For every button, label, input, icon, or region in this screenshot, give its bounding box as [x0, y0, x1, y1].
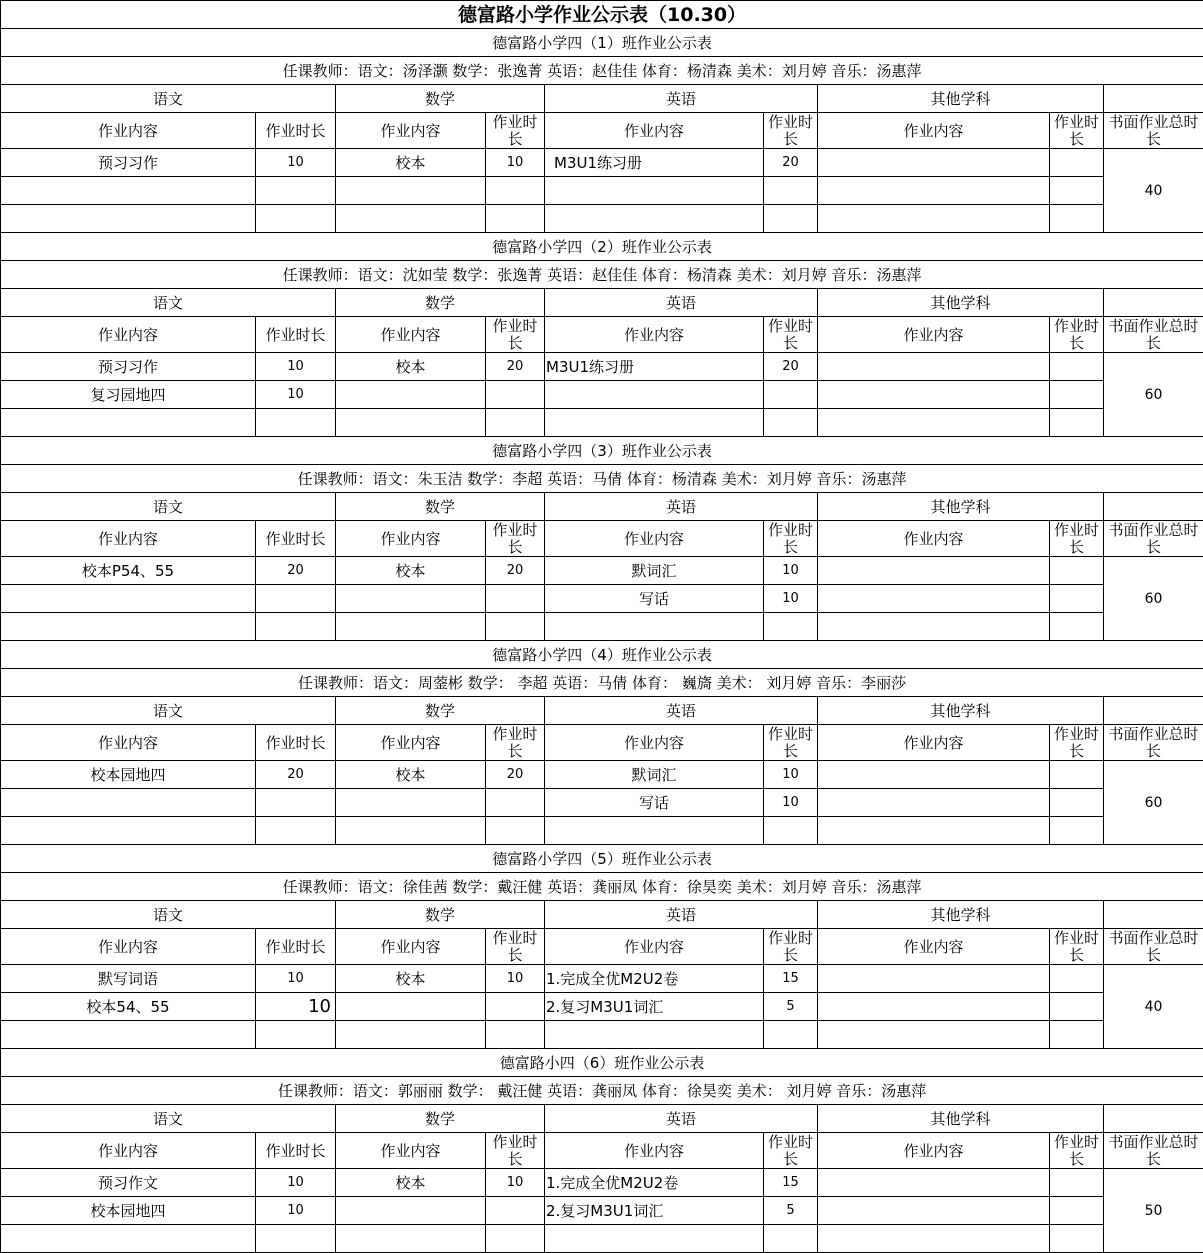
math-duration: 20 [486, 761, 545, 789]
chinese-content: 校本P54、55 [1, 557, 256, 585]
math-content [336, 381, 486, 409]
chinese-content [1, 177, 256, 205]
subject-chinese: 语文 [1, 85, 336, 113]
other-content [818, 205, 1050, 233]
english-duration [764, 381, 818, 409]
header-duration: 作业时长 [486, 113, 545, 149]
homework-row [1, 1169, 1203, 1197]
other-content [818, 761, 1050, 789]
math-content: 校本 [336, 761, 486, 789]
math-content [336, 1021, 486, 1049]
subject-other: 其他学科 [818, 697, 1104, 725]
chinese-duration [256, 613, 336, 641]
class-title: 德富路小学四（4）班作业公示表 [1, 641, 1203, 669]
chinese-content: 校本54、55 [1, 993, 256, 1021]
homework-row [1, 149, 1203, 177]
chinese-duration: 10 [256, 993, 336, 1021]
math-content [336, 613, 486, 641]
english-content [545, 177, 764, 205]
math-duration: 20 [486, 557, 545, 585]
chinese-content [1, 585, 256, 613]
chinese-content [1, 613, 256, 641]
header-duration: 作业时长 [1050, 725, 1104, 761]
chinese-duration [256, 789, 336, 817]
subject-math: 数学 [336, 697, 545, 725]
chinese-content: 默写词语 [1, 965, 256, 993]
header-content: 作业内容 [818, 1133, 1050, 1169]
header-duration: 作业时长 [256, 929, 336, 965]
subject-other: 其他学科 [818, 901, 1104, 929]
homework-row [1, 409, 1203, 437]
other-duration [1050, 585, 1104, 613]
math-content [336, 409, 486, 437]
blank-cell [1104, 1105, 1203, 1133]
chinese-duration: 10 [256, 381, 336, 409]
other-content [818, 817, 1050, 845]
homework-row [1, 761, 1203, 789]
english-content [545, 409, 764, 437]
class-title-row [1, 1049, 1203, 1077]
other-content [818, 353, 1050, 381]
class-title-row [1, 29, 1203, 57]
header-content: 作业内容 [336, 113, 486, 149]
subject-other: 其他学科 [818, 493, 1104, 521]
teachers-row [1, 873, 1203, 901]
teachers-row [1, 261, 1203, 289]
english-content [545, 381, 764, 409]
chinese-duration [256, 177, 336, 205]
other-duration [1050, 409, 1104, 437]
teachers-row [1, 57, 1203, 85]
math-duration [486, 993, 545, 1021]
total-duration: 60 [1104, 353, 1203, 437]
chinese-content: 预习作文 [1, 1169, 256, 1197]
chinese-duration: 20 [256, 557, 336, 585]
header-content: 作业内容 [818, 725, 1050, 761]
header-content: 作业内容 [545, 113, 764, 149]
english-content [545, 817, 764, 845]
math-duration [486, 1021, 545, 1049]
math-content [336, 177, 486, 205]
teachers-line: 任课教师：语文：郭丽丽 数学： 戴汪健 英语：龚丽凤 体育：徐昊奕 美术： 刘月婷 音乐：汤惠萍 [1, 1077, 1203, 1105]
teachers-line: 任课教师：语文：沈如莹 数学：张逸菁 英语：赵佳佳 体育：杨清森 美术：刘月婷 音乐：汤惠萍 [1, 261, 1203, 289]
chinese-content: 复习园地四 [1, 381, 256, 409]
english-duration: 5 [764, 993, 818, 1021]
chinese-duration [256, 205, 336, 233]
header-duration: 作业时长 [1050, 1133, 1104, 1169]
homework-row [1, 381, 1203, 409]
chinese-content [1, 789, 256, 817]
header-duration: 作业时长 [486, 725, 545, 761]
class-title: 德富路小学四（2）班作业公示表 [1, 233, 1203, 261]
teachers-row [1, 1077, 1203, 1105]
header-content: 作业内容 [336, 725, 486, 761]
teachers-line: 任课教师：语文：朱玉洁 数学：李超 英语：马倩 体育：杨清森 美术：刘月婷 音乐：汤惠萍 [1, 465, 1203, 493]
other-duration [1050, 789, 1104, 817]
other-content [818, 613, 1050, 641]
subject-chinese: 语文 [1, 1105, 336, 1133]
teachers-row [1, 669, 1203, 697]
header-duration: 作业时长 [1050, 113, 1104, 149]
header-total: 书面作业总时长 [1104, 113, 1203, 149]
header-total: 书面作业总时长 [1104, 1133, 1203, 1169]
header-duration: 作业时长 [1050, 317, 1104, 353]
other-content [818, 993, 1050, 1021]
header-duration: 作业时长 [1050, 521, 1104, 557]
class-title-row [1, 641, 1203, 669]
math-duration [486, 381, 545, 409]
other-duration [1050, 817, 1104, 845]
header-content: 作业内容 [818, 317, 1050, 353]
chinese-duration: 10 [256, 353, 336, 381]
math-duration [486, 409, 545, 437]
english-duration [764, 817, 818, 845]
other-content [818, 177, 1050, 205]
blank-cell [1104, 901, 1203, 929]
chinese-duration [256, 409, 336, 437]
column-header-row [1, 113, 1203, 149]
other-content [818, 1169, 1050, 1197]
header-duration: 作业时长 [256, 317, 336, 353]
header-duration: 作业时长 [256, 725, 336, 761]
subject-other: 其他学科 [818, 1105, 1104, 1133]
blank-cell [1104, 289, 1203, 317]
subject-english: 英语 [545, 85, 818, 113]
english-duration: 20 [764, 353, 818, 381]
header-duration: 作业时长 [764, 929, 818, 965]
math-duration [486, 613, 545, 641]
total-duration: 40 [1104, 965, 1203, 1049]
other-content [818, 1225, 1050, 1253]
subject-math: 数学 [336, 1105, 545, 1133]
english-duration [764, 1021, 818, 1049]
subject-math: 数学 [336, 493, 545, 521]
homework-row [1, 817, 1203, 845]
subject-header-row [1, 85, 1203, 113]
header-content: 作业内容 [1, 929, 256, 965]
chinese-duration: 10 [256, 1169, 336, 1197]
english-content: M3U1练习册 [545, 149, 764, 177]
class-title: 德富路小学四（3）班作业公示表 [1, 437, 1203, 465]
homework-row [1, 789, 1203, 817]
english-content: 默词汇 [545, 557, 764, 585]
header-duration: 作业时长 [486, 521, 545, 557]
other-duration [1050, 177, 1104, 205]
header-content: 作业内容 [1, 317, 256, 353]
chinese-content: 预习习作 [1, 353, 256, 381]
class-title: 德富路小学四（1）班作业公示表 [1, 29, 1203, 57]
other-duration [1050, 613, 1104, 641]
total-duration: 60 [1104, 557, 1203, 641]
other-content [818, 557, 1050, 585]
english-content [545, 613, 764, 641]
subject-math: 数学 [336, 289, 545, 317]
header-content: 作业内容 [1, 113, 256, 149]
other-duration [1050, 353, 1104, 381]
chinese-duration [256, 1021, 336, 1049]
header-content: 作业内容 [818, 929, 1050, 965]
homework-row [1, 965, 1203, 993]
header-duration: 作业时长 [256, 1133, 336, 1169]
chinese-duration: 10 [256, 149, 336, 177]
other-content [818, 381, 1050, 409]
subject-other: 其他学科 [818, 289, 1104, 317]
math-content: 校本 [336, 353, 486, 381]
other-duration [1050, 1225, 1104, 1253]
subject-other: 其他学科 [818, 85, 1104, 113]
english-content: 2.复习M3U1词汇 [545, 1197, 764, 1225]
header-total: 书面作业总时长 [1104, 929, 1203, 965]
homework-row [1, 557, 1203, 585]
other-duration [1050, 1021, 1104, 1049]
subject-header-row [1, 493, 1203, 521]
english-content: 写话 [545, 585, 764, 613]
header-duration: 作业时长 [764, 521, 818, 557]
other-duration [1050, 1169, 1104, 1197]
chinese-duration: 10 [256, 1197, 336, 1225]
chinese-content [1, 409, 256, 437]
chinese-duration: 20 [256, 761, 336, 789]
other-duration [1050, 381, 1104, 409]
subject-chinese: 语文 [1, 493, 336, 521]
other-content [818, 149, 1050, 177]
homework-row [1, 993, 1203, 1021]
english-content [545, 205, 764, 233]
class-title-row [1, 233, 1203, 261]
english-content: M3U1练习册 [545, 353, 764, 381]
math-content [336, 585, 486, 613]
total-duration: 40 [1104, 149, 1203, 233]
chinese-duration [256, 1225, 336, 1253]
other-duration [1050, 557, 1104, 585]
other-content [818, 409, 1050, 437]
chinese-content: 校本园地四 [1, 761, 256, 789]
math-duration: 10 [486, 149, 545, 177]
other-content [818, 585, 1050, 613]
other-duration [1050, 965, 1104, 993]
english-duration: 10 [764, 789, 818, 817]
english-content: 1.完成全优M2U2卷 [545, 965, 764, 993]
english-duration: 15 [764, 965, 818, 993]
other-content [818, 1021, 1050, 1049]
other-content [818, 1197, 1050, 1225]
homework-row [1, 1021, 1203, 1049]
column-header-row [1, 317, 1203, 353]
subject-english: 英语 [545, 697, 818, 725]
subject-math: 数学 [336, 85, 545, 113]
subject-math: 数学 [336, 901, 545, 929]
subject-header-row [1, 901, 1203, 929]
english-content: 默词汇 [545, 761, 764, 789]
math-duration [486, 817, 545, 845]
total-duration: 60 [1104, 761, 1203, 845]
header-content: 作业内容 [1, 1133, 256, 1169]
teachers-line: 任课教师：语文：徐佳茜 数学：戴汪健 英语：龚丽凤 体育：徐昊奕 美术：刘月婷 音乐：汤惠萍 [1, 873, 1203, 901]
math-duration [486, 177, 545, 205]
chinese-duration [256, 585, 336, 613]
math-duration [486, 1197, 545, 1225]
math-duration: 10 [486, 1169, 545, 1197]
header-content: 作业内容 [545, 1133, 764, 1169]
blank-cell [1104, 493, 1203, 521]
homework-row [1, 1225, 1203, 1253]
math-content: 校本 [336, 965, 486, 993]
subject-chinese: 语文 [1, 697, 336, 725]
math-content: 校本 [336, 557, 486, 585]
header-content: 作业内容 [336, 521, 486, 557]
header-duration: 作业时长 [1050, 929, 1104, 965]
english-duration [764, 613, 818, 641]
column-header-row [1, 929, 1203, 965]
teachers-line: 任课教师：语文：周蓥彬 数学： 李超 英语：马倩 体育： 巍旖 美术： 刘月婷 音乐：李丽莎 [1, 669, 1203, 697]
subject-english: 英语 [545, 1105, 818, 1133]
class-title-row [1, 437, 1203, 465]
header-total: 书面作业总时长 [1104, 317, 1203, 353]
subject-english: 英语 [545, 901, 818, 929]
header-duration: 作业时长 [764, 1133, 818, 1169]
subject-chinese: 语文 [1, 289, 336, 317]
subject-chinese: 语文 [1, 901, 336, 929]
class-title: 德富路小四（6）班作业公示表 [1, 1049, 1203, 1077]
header-duration: 作业时长 [764, 317, 818, 353]
homework-row [1, 353, 1203, 381]
english-content: 写话 [545, 789, 764, 817]
column-header-row [1, 725, 1203, 761]
chinese-content [1, 205, 256, 233]
column-header-row [1, 1133, 1203, 1169]
english-duration: 10 [764, 585, 818, 613]
header-content: 作业内容 [545, 929, 764, 965]
english-duration [764, 177, 818, 205]
teachers-line: 任课教师：语文：汤泽灏 数学：张逸菁 英语：赵佳佳 体育：杨清森 美术：刘月婷 音乐：汤惠萍 [1, 57, 1203, 85]
english-content [545, 1021, 764, 1049]
english-duration [764, 1225, 818, 1253]
math-duration: 20 [486, 353, 545, 381]
math-content [336, 1197, 486, 1225]
homework-row [1, 1197, 1203, 1225]
math-content [336, 205, 486, 233]
subject-header-row [1, 289, 1203, 317]
math-content: 校本 [336, 1169, 486, 1197]
math-content [336, 1225, 486, 1253]
homework-row [1, 613, 1203, 641]
header-content: 作业内容 [336, 929, 486, 965]
header-total: 书面作业总时长 [1104, 725, 1203, 761]
header-content: 作业内容 [336, 1133, 486, 1169]
other-duration [1050, 993, 1104, 1021]
chinese-duration: 10 [256, 965, 336, 993]
header-duration: 作业时长 [486, 929, 545, 965]
math-content [336, 817, 486, 845]
chinese-content: 预习习作 [1, 149, 256, 177]
class-title: 德富路小学四（5）班作业公示表 [1, 845, 1203, 873]
subject-header-row [1, 697, 1203, 725]
chinese-content [1, 1021, 256, 1049]
math-content [336, 993, 486, 1021]
math-content [336, 789, 486, 817]
english-duration: 5 [764, 1197, 818, 1225]
chinese-content [1, 1225, 256, 1253]
english-duration: 10 [764, 557, 818, 585]
header-duration: 作业时长 [256, 113, 336, 149]
teachers-row [1, 465, 1203, 493]
homework-row [1, 177, 1203, 205]
other-content [818, 965, 1050, 993]
english-duration [764, 409, 818, 437]
header-content: 作业内容 [545, 521, 764, 557]
english-content: 2.复习M3U1词汇 [545, 993, 764, 1021]
header-content: 作业内容 [336, 317, 486, 353]
other-content [818, 789, 1050, 817]
chinese-content [1, 817, 256, 845]
column-header-row [1, 521, 1203, 557]
blank-cell [1104, 697, 1203, 725]
header-content: 作业内容 [818, 113, 1050, 149]
sheet-title: 德富路小学作业公示表（10.30） [1, 1, 1203, 29]
english-content: 1.完成全优M2U2卷 [545, 1169, 764, 1197]
math-duration [486, 1225, 545, 1253]
subject-english: 英语 [545, 289, 818, 317]
chinese-content: 校本园地四 [1, 1197, 256, 1225]
math-duration [486, 789, 545, 817]
blank-cell [1104, 85, 1203, 113]
header-total: 书面作业总时长 [1104, 521, 1203, 557]
header-duration: 作业时长 [486, 317, 545, 353]
english-duration: 20 [764, 149, 818, 177]
header-content: 作业内容 [1, 725, 256, 761]
header-duration: 作业时长 [764, 725, 818, 761]
math-duration [486, 585, 545, 613]
header-content: 作业内容 [545, 317, 764, 353]
other-duration [1050, 149, 1104, 177]
header-duration: 作业时长 [256, 521, 336, 557]
header-duration: 作业时长 [764, 113, 818, 149]
total-duration: 50 [1104, 1169, 1203, 1253]
other-duration [1050, 1197, 1104, 1225]
other-duration [1050, 205, 1104, 233]
english-duration: 15 [764, 1169, 818, 1197]
math-content: 校本 [336, 149, 486, 177]
math-duration [486, 205, 545, 233]
english-content [545, 1225, 764, 1253]
class-title-row [1, 845, 1203, 873]
subject-english: 英语 [545, 493, 818, 521]
homework-row [1, 585, 1203, 613]
header-content: 作业内容 [818, 521, 1050, 557]
header-duration: 作业时长 [486, 1133, 545, 1169]
math-duration: 10 [486, 965, 545, 993]
homework-row [1, 205, 1203, 233]
header-content: 作业内容 [545, 725, 764, 761]
english-duration: 10 [764, 761, 818, 789]
other-duration [1050, 761, 1104, 789]
header-content: 作业内容 [1, 521, 256, 557]
chinese-duration [256, 817, 336, 845]
english-duration [764, 205, 818, 233]
subject-header-row [1, 1105, 1203, 1133]
